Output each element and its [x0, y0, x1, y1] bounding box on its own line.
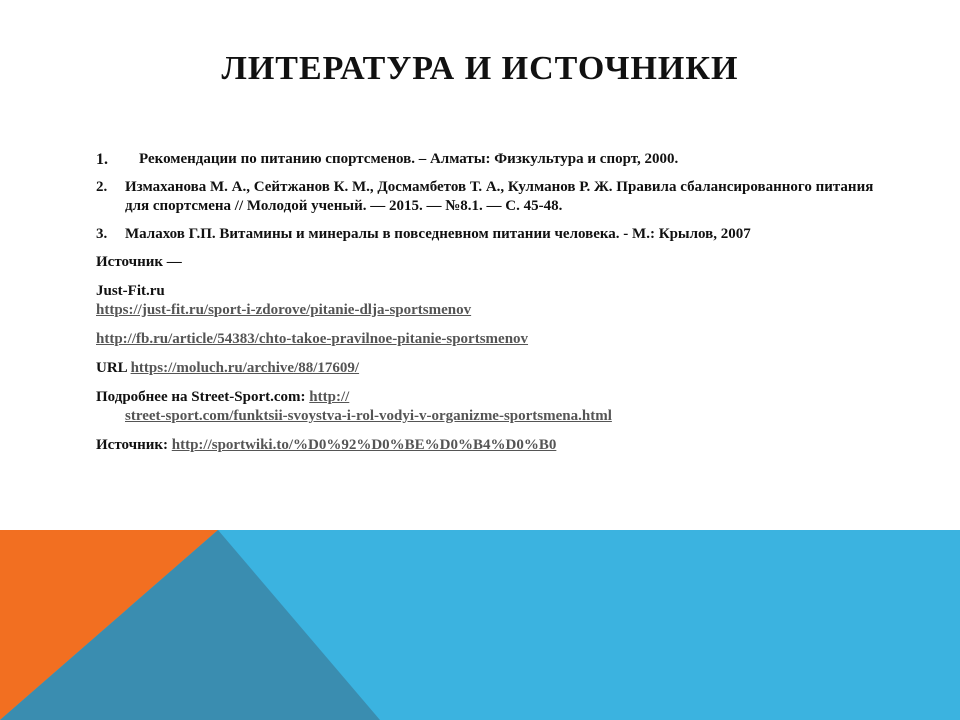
reference-item	[96, 225, 886, 244]
sportwiki-link[interactable]: http://sportwiki.to/%D0%92%D0%BE%D0%B4%D0%B0	[171, 437, 557, 453]
reference-item	[96, 178, 886, 216]
moluch-prefix: URL	[96, 360, 127, 376]
justfit-link[interactable]: https://just-fit.ru/sport-i-zdorove/pitanie-dlja-sportsmenov	[96, 302, 472, 318]
reference-list	[96, 150, 886, 244]
street-sport-source	[96, 388, 886, 426]
sportwiki-prefix: Источник:	[96, 437, 168, 453]
reference-item	[96, 150, 886, 169]
moluch-link[interactable]: https://moluch.ru/archive/88/17609/	[130, 360, 360, 376]
street-sport-link-end[interactable]: street-sport.com/funktsii-svoystva-i-rol-vodyi-v-organizme-sportsmena.html	[125, 408, 612, 424]
justfit-source	[96, 282, 886, 320]
moluch-source	[96, 359, 886, 378]
reference-text: Малахов Г.П. Витамины и минералы в повседневном питании человека. - М.: Крылов, 2007	[125, 226, 751, 242]
source-label: Источник —	[96, 254, 182, 270]
street-sport-link-start[interactable]: http://	[309, 389, 350, 405]
justfit-site-name: Just-Fit.ru	[96, 283, 165, 299]
slide-title: ЛИТЕРАТУРА И ИСТОЧНИКИ	[221, 50, 739, 87]
reference-text: Измаханова М. А., Сейтжанов К. М., Досмамбетов Т. А., Кулманов Р. Ж. Правила сбалансированного питания для спортсмена // Молодой ученый. — 2015. — №8.1. — С. 45-48.	[125, 179, 874, 214]
sportwiki-source	[96, 436, 886, 455]
reference-number: 3.	[96, 226, 108, 242]
reference-text: Рекомендации по питанию спортсменов. – Алматы: Физкультура и спорт, 2000.	[139, 151, 679, 167]
reference-number: 2.	[96, 179, 108, 195]
reference-number: 1.	[96, 151, 108, 168]
references-content	[96, 150, 886, 465]
fb-link[interactable]: http://fb.ru/article/54383/chto-takoe-pravilnoe-pitanie-sportsmenov	[96, 331, 529, 347]
fb-source	[96, 330, 886, 349]
footer-decoration	[0, 530, 960, 720]
street-sport-prefix: Подробнее на Street-Sport.com:	[96, 389, 306, 405]
